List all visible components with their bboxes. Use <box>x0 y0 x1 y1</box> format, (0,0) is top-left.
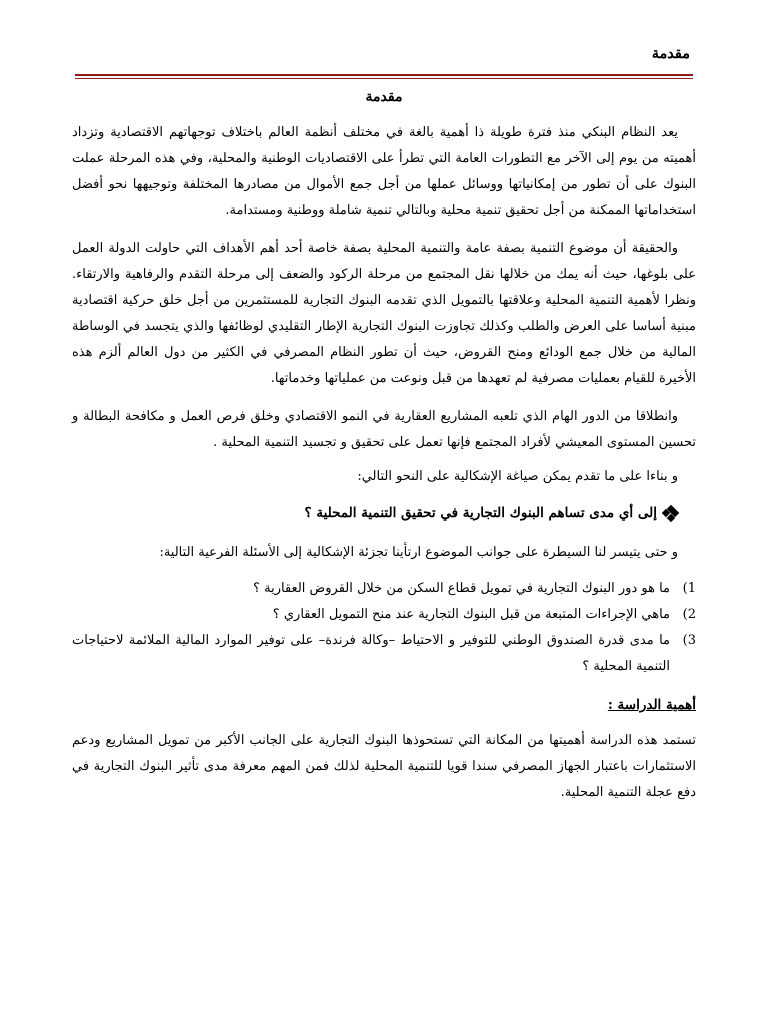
list-text: ماهي الإجراءات المتبعة من قبل البنوك التجارية عند منح التمويل العقاري ؟ <box>272 607 670 622</box>
section-title: مقدمة <box>365 89 403 105</box>
list-number: 2) <box>682 607 696 622</box>
list-item <box>72 628 696 680</box>
running-header: مقدمة <box>651 45 690 62</box>
importance-paragraph: تستمد هذه الدراسة أهميتها من المكانة التي تستحوذها البنوك التجارية على الجانب الأكبر من تمويل المشاريع ودعم الاستثمارات باعتبار الجهاز المصرفي سندا قويا للتنمية المحلية لذلك فمن المهم معرفة مدى تأثير البنوك التجارية في دفع عجلة التنمية المحلية. <box>72 733 696 800</box>
main-question-text: إلى أي مدى تساهم البنوك التجارية في تحقيق التنمية المحلية ؟ <box>304 505 657 521</box>
problem-intro: و بناءا على ما تقدم يمكن صياغة الإشكالية على النحو التالي: <box>357 469 678 484</box>
sub-questions-list <box>72 576 696 680</box>
main-question <box>72 500 696 526</box>
list-item <box>72 576 696 602</box>
list-text: ما مدى قدرة الصندوق الوطني للتوفير و الاحتياط –وكالة فرندة– على توفير الموارد المالية الملائمة لاحتياجات التنمية المحلية ؟ <box>72 633 670 674</box>
list-number: 1) <box>682 581 696 596</box>
list-number: 3) <box>682 633 696 648</box>
diamond-bullet-icon <box>663 506 678 521</box>
importance-heading: أهمية الدراسة : <box>607 697 696 713</box>
paragraph-1: يعد النظام البنكي منذ فترة طويلة ذا أهمية بالغة في مختلف أنظمة العالم باختلاف توجهاتهم الاقتصادية وتزداد أهميته من يوم إلى الآخر مع التطورات العامة التي تطرأ على الاقتصاديات الوطنية والمحلية، وفي هذه المرحلة عملت البنوك على أن تطور من إمكانياتها ووسائل عملها من أجل جمع الأموال من مصادرها المختلفة وتوجيهها نحو أفضل استخداماتها الممكنة من أجل تحقيق تنمية محلية وبالتالي تنمية شاملة ووطنية ومستدامة. <box>72 125 696 218</box>
list-text: ما هو دور البنوك التجارية في تمويل قطاع السكن من خلال القروض العقارية ؟ <box>253 581 670 596</box>
paragraph-2: والحقيقة أن موضوع التنمية بصفة عامة والتنمية المحلية بصفة خاصة أحد أهم الأهداف التي حاولت الدولة العمل على بلوغها، حيث أنه يمك من خلالها نقل المجتمع من مرحلة الركود والضعف إلى مرحلة التقدم والرفاهية والارتقاء. ونظرا لأهمية التنمية المحلية وعلاقتها بالتمويل الذي تقدمه البنوك التجارية للمستثمرين من أجل خلق حركية اقتصادية مبنية أساسا على العرض والطلب وكذلك تجاوزت البنوك التجارية الإطار التقليدي لوظائفها والذي يتجسد في الوساطة المالية من خلال جمع الودائع ومنح القروض، حيث أن تطور النظام المصرفي في الكثير من دول العالم ألزم هذه الأخيرة للقيام بعمليات مصرفية لم تعهدها من قبل ونوعت من عملياتها وخدماتها. <box>72 241 696 386</box>
paragraph-3: وانطلاقا من الدور الهام الذي تلعبه المشاريع العقارية في النمو الاقتصادي وخلق فرص العمل و مكافحة البطالة و تحسين المستوى المعيشي لأفراد المجتمع فإنها تعمل على تحقيق و تجسيد التنمية المحلية . <box>72 409 696 450</box>
header-rule <box>75 74 693 76</box>
list-item <box>72 602 696 628</box>
header-rule-thin <box>75 78 693 79</box>
sub-questions-intro: و حتى يتيسر لنا السيطرة على جوانب الموضوع ارتأينا تجزئة الإشكالية إلى الأسئلة الفرعية التالية: <box>159 545 678 560</box>
page-content <box>72 84 696 806</box>
